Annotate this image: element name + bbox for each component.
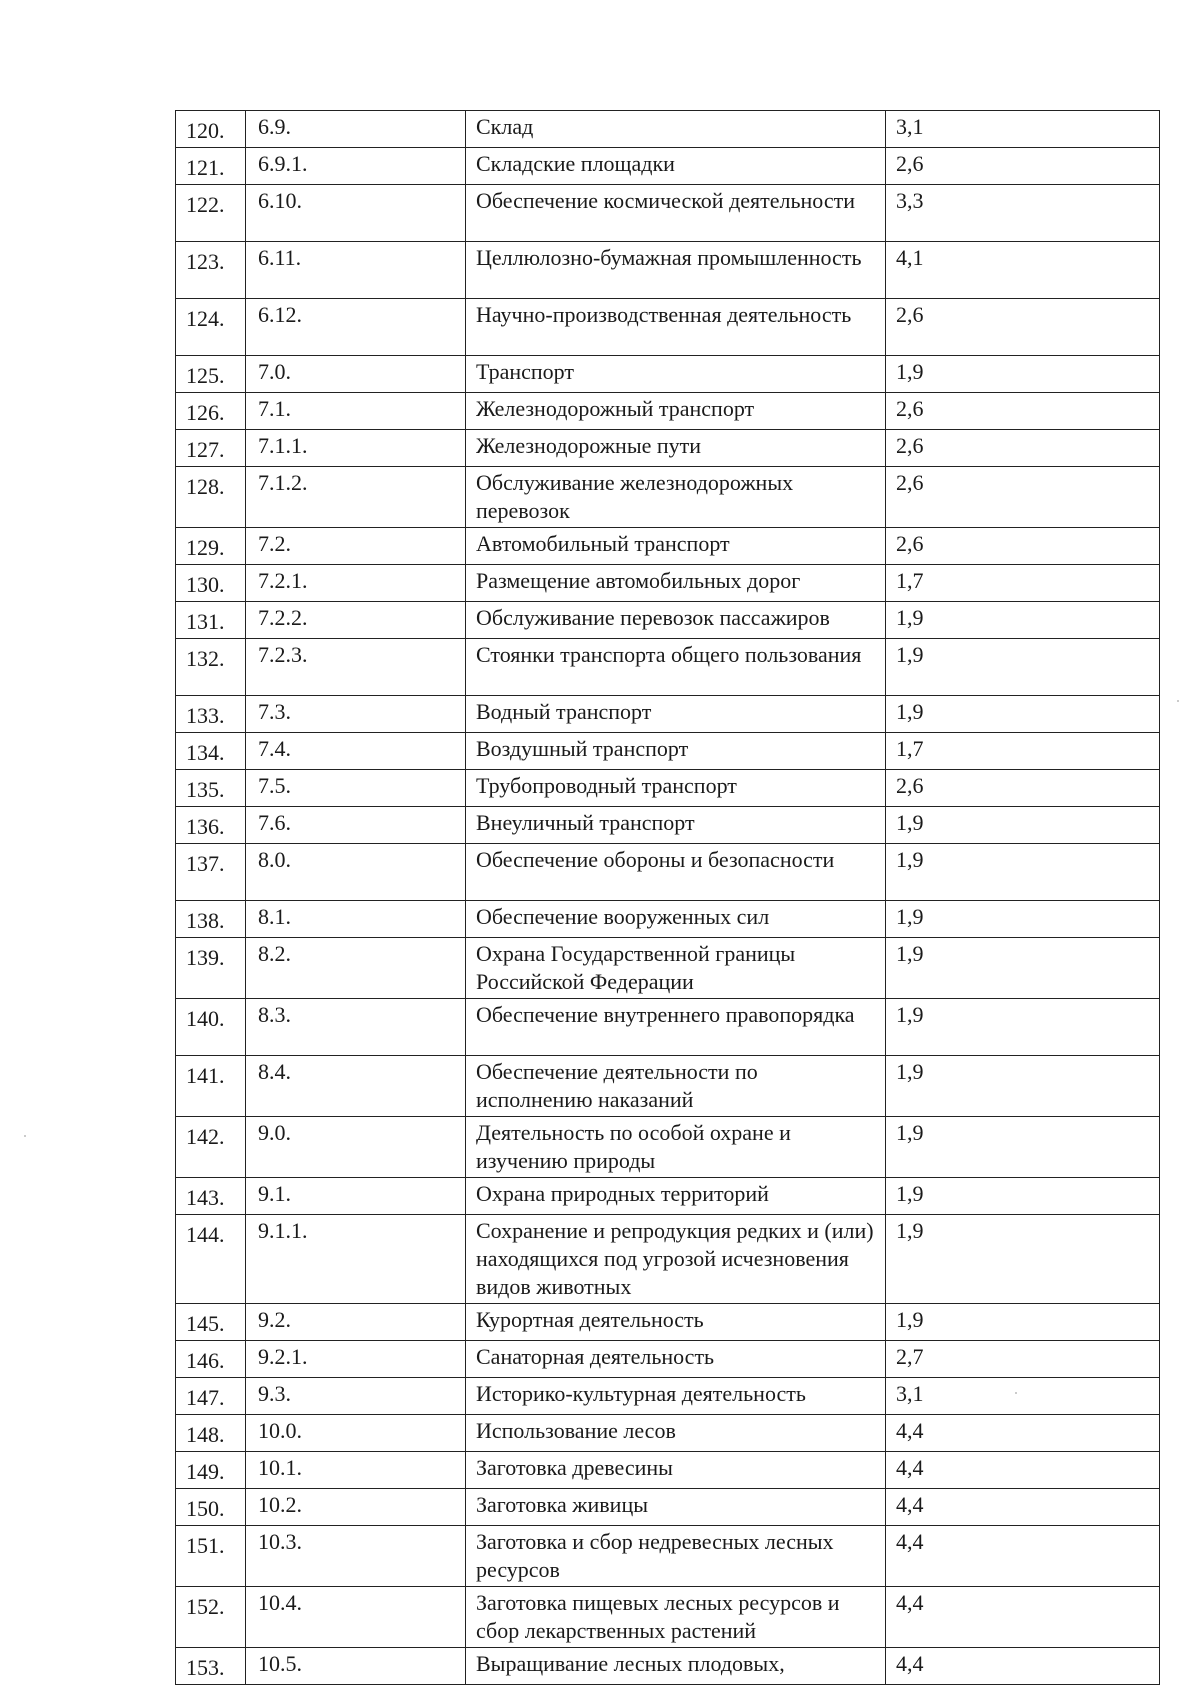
table-row [176, 844, 1160, 901]
row-name-cell: Внеуличный транспорт [466, 807, 886, 844]
row-name-cell: Автомобильный транспорт [466, 528, 886, 565]
table-row [176, 901, 1160, 938]
row-value-cell: 1,9 [886, 938, 1160, 999]
row-name-cell: Склад [466, 111, 886, 148]
row-value-cell: 1,7 [886, 565, 1160, 602]
row-number-cell: 135. [176, 770, 246, 807]
row-name-cell: Воздушный транспорт [466, 733, 886, 770]
table-row [176, 1648, 1160, 1685]
table-row [176, 1178, 1160, 1215]
table-row [176, 1056, 1160, 1117]
row-number-cell: 122. [176, 185, 246, 242]
row-value-cell: 2,6 [886, 393, 1160, 430]
row-name-cell: Выращивание лесных плодовых, [466, 1648, 886, 1685]
table-row [176, 1415, 1160, 1452]
table-row [176, 467, 1160, 528]
row-number-cell: 143. [176, 1178, 246, 1215]
row-code-cell: 8.2. [246, 938, 466, 999]
row-number-cell: 121. [176, 148, 246, 185]
row-code-cell: 6.9.1. [246, 148, 466, 185]
row-name-cell: Обеспечение обороны и безопасности [466, 844, 886, 901]
row-value-cell: 4,4 [886, 1415, 1160, 1452]
row-name-cell: Заготовка и сбор недревесных лесных ресурсов [466, 1526, 886, 1587]
table-row [176, 565, 1160, 602]
row-code-cell: 8.1. [246, 901, 466, 938]
table-row [176, 528, 1160, 565]
table-row [176, 430, 1160, 467]
row-code-cell: 8.0. [246, 844, 466, 901]
row-value-cell: 1,9 [886, 1178, 1160, 1215]
row-code-cell: 9.1. [246, 1178, 466, 1215]
row-name-cell: Заготовка живицы [466, 1489, 886, 1526]
row-code-cell: 6.12. [246, 299, 466, 356]
table-row [176, 1587, 1160, 1648]
table-row [176, 696, 1160, 733]
row-code-cell: 9.2.1. [246, 1341, 466, 1378]
row-name-cell: Обслуживание железнодорожных перевозок [466, 467, 886, 528]
row-number-cell: 146. [176, 1341, 246, 1378]
table-row [176, 999, 1160, 1056]
row-name-cell: Сохранение и репродукция редких и (или) находящихся под угрозой исчезновения видов животных [466, 1215, 886, 1304]
row-value-cell: 1,7 [886, 733, 1160, 770]
table-row [176, 185, 1160, 242]
row-value-cell: 1,9 [886, 356, 1160, 393]
table-row [176, 1526, 1160, 1587]
row-name-cell: Обслуживание перевозок пассажиров [466, 602, 886, 639]
row-number-cell: 124. [176, 299, 246, 356]
row-code-cell: 9.2. [246, 1304, 466, 1341]
table-row [176, 1452, 1160, 1489]
row-value-cell: 1,9 [886, 1304, 1160, 1341]
row-number-cell: 130. [176, 565, 246, 602]
row-code-cell: 7.0. [246, 356, 466, 393]
row-value-cell: 1,9 [886, 844, 1160, 901]
row-number-cell: 149. [176, 1452, 246, 1489]
row-name-cell: Заготовка пищевых лесных ресурсов и сбор лекарственных растений [466, 1587, 886, 1648]
row-name-cell: Стоянки транспорта общего пользования [466, 639, 886, 696]
row-number-cell: 148. [176, 1415, 246, 1452]
row-code-cell: 6.11. [246, 242, 466, 299]
row-number-cell: 142. [176, 1117, 246, 1178]
table-row [176, 356, 1160, 393]
row-value-cell: 1,9 [886, 1056, 1160, 1117]
row-code-cell: 7.2. [246, 528, 466, 565]
row-name-cell: Обеспечение космической деятельности [466, 185, 886, 242]
row-number-cell: 129. [176, 528, 246, 565]
row-number-cell: 120. [176, 111, 246, 148]
row-value-cell: 1,9 [886, 602, 1160, 639]
row-value-cell: 2,6 [886, 467, 1160, 528]
row-number-cell: 145. [176, 1304, 246, 1341]
row-code-cell: 6.10. [246, 185, 466, 242]
table-row [176, 1304, 1160, 1341]
row-code-cell: 10.4. [246, 1587, 466, 1648]
table-row [176, 938, 1160, 999]
row-name-cell: Железнодорожный транспорт [466, 393, 886, 430]
row-number-cell: 140. [176, 999, 246, 1056]
row-name-cell: Транспорт [466, 356, 886, 393]
table-row [176, 807, 1160, 844]
row-name-cell: Целлюлозно-бумажная промышленность [466, 242, 886, 299]
table-row [176, 299, 1160, 356]
row-value-cell: 1,9 [886, 807, 1160, 844]
table-row [176, 602, 1160, 639]
row-number-cell: 136. [176, 807, 246, 844]
row-code-cell: 7.1. [246, 393, 466, 430]
row-code-cell: 10.3. [246, 1526, 466, 1587]
table-row [176, 639, 1160, 696]
row-name-cell: Курортная деятельность [466, 1304, 886, 1341]
row-name-cell: Деятельность по особой охране и изучению природы [466, 1117, 886, 1178]
scan-speck [24, 1135, 26, 1137]
row-value-cell: 2,6 [886, 770, 1160, 807]
row-name-cell: Обеспечение деятельности по исполнению наказаний [466, 1056, 886, 1117]
row-number-cell: 125. [176, 356, 246, 393]
row-code-cell: 7.2.1. [246, 565, 466, 602]
table-row [176, 148, 1160, 185]
row-number-cell: 123. [176, 242, 246, 299]
row-number-cell: 151. [176, 1526, 246, 1587]
row-number-cell: 128. [176, 467, 246, 528]
row-code-cell: 6.9. [246, 111, 466, 148]
table-row [176, 1489, 1160, 1526]
row-value-cell: 3,1 [886, 1378, 1160, 1415]
row-code-cell: 10.5. [246, 1648, 466, 1685]
row-value-cell: 2,6 [886, 528, 1160, 565]
row-code-cell: 9.3. [246, 1378, 466, 1415]
table-row [176, 1117, 1160, 1178]
row-value-cell: 4,4 [886, 1648, 1160, 1685]
row-number-cell: 141. [176, 1056, 246, 1117]
row-name-cell: Охрана Государственной границы Российской Федерации [466, 938, 886, 999]
row-value-cell: 3,1 [886, 111, 1160, 148]
row-name-cell: Складские площадки [466, 148, 886, 185]
row-name-cell: Трубопроводный транспорт [466, 770, 886, 807]
row-value-cell: 2,6 [886, 299, 1160, 356]
row-number-cell: 132. [176, 639, 246, 696]
table-row [176, 1215, 1160, 1304]
row-name-cell: Железнодорожные пути [466, 430, 886, 467]
row-number-cell: 131. [176, 602, 246, 639]
row-name-cell: Научно-производственная деятельность [466, 299, 886, 356]
row-code-cell: 7.4. [246, 733, 466, 770]
row-value-cell: 1,9 [886, 696, 1160, 733]
row-code-cell: 9.0. [246, 1117, 466, 1178]
row-name-cell: Водный транспорт [466, 696, 886, 733]
row-name-cell: Охрана природных территорий [466, 1178, 886, 1215]
row-number-cell: 138. [176, 901, 246, 938]
table-row [176, 770, 1160, 807]
row-name-cell: Размещение автомобильных дорог [466, 565, 886, 602]
row-value-cell: 2,6 [886, 430, 1160, 467]
row-code-cell: 7.1.2. [246, 467, 466, 528]
row-code-cell: 7.6. [246, 807, 466, 844]
row-value-cell: 2,6 [886, 148, 1160, 185]
row-name-cell: Использование лесов [466, 1415, 886, 1452]
table-row [176, 242, 1160, 299]
row-code-cell: 8.3. [246, 999, 466, 1056]
row-number-cell: 133. [176, 696, 246, 733]
row-value-cell: 4,4 [886, 1489, 1160, 1526]
table-row [176, 111, 1160, 148]
row-value-cell: 1,9 [886, 639, 1160, 696]
row-name-cell: Обеспечение внутреннего правопорядка [466, 999, 886, 1056]
row-code-cell: 7.1.1. [246, 430, 466, 467]
table-body [176, 111, 1160, 1685]
row-code-cell: 7.2.3. [246, 639, 466, 696]
row-number-cell: 137. [176, 844, 246, 901]
row-value-cell: 1,9 [886, 1117, 1160, 1178]
row-value-cell: 1,9 [886, 901, 1160, 938]
row-value-cell: 4,4 [886, 1452, 1160, 1489]
row-number-cell: 134. [176, 733, 246, 770]
row-value-cell: 1,9 [886, 1215, 1160, 1304]
row-number-cell: 153. [176, 1648, 246, 1685]
table-row [176, 393, 1160, 430]
row-value-cell: 3,3 [886, 185, 1160, 242]
row-name-cell: Обеспечение вооруженных сил [466, 901, 886, 938]
scan-speck [1015, 1392, 1017, 1394]
row-number-cell: 144. [176, 1215, 246, 1304]
row-value-cell: 4,4 [886, 1587, 1160, 1648]
row-number-cell: 150. [176, 1489, 246, 1526]
row-code-cell: 7.2.2. [246, 602, 466, 639]
table-row [176, 733, 1160, 770]
row-code-cell: 10.1. [246, 1452, 466, 1489]
table-row [176, 1341, 1160, 1378]
row-value-cell: 4,1 [886, 242, 1160, 299]
row-value-cell: 2,7 [886, 1341, 1160, 1378]
row-name-cell: Историко-культурная деятельность [466, 1378, 886, 1415]
row-number-cell: 127. [176, 430, 246, 467]
row-name-cell: Санаторная деятельность [466, 1341, 886, 1378]
row-code-cell: 7.5. [246, 770, 466, 807]
row-number-cell: 152. [176, 1587, 246, 1648]
row-number-cell: 139. [176, 938, 246, 999]
row-number-cell: 147. [176, 1378, 246, 1415]
row-number-cell: 126. [176, 393, 246, 430]
row-value-cell: 1,9 [886, 999, 1160, 1056]
row-name-cell: Заготовка древесины [466, 1452, 886, 1489]
row-code-cell: 7.3. [246, 696, 466, 733]
row-code-cell: 10.0. [246, 1415, 466, 1452]
table-row [176, 1378, 1160, 1415]
row-code-cell: 8.4. [246, 1056, 466, 1117]
row-code-cell: 10.2. [246, 1489, 466, 1526]
row-code-cell: 9.1.1. [246, 1215, 466, 1304]
row-value-cell: 4,4 [886, 1526, 1160, 1587]
land-use-coefficient-table [175, 110, 1160, 1685]
scan-speck [1177, 700, 1179, 702]
